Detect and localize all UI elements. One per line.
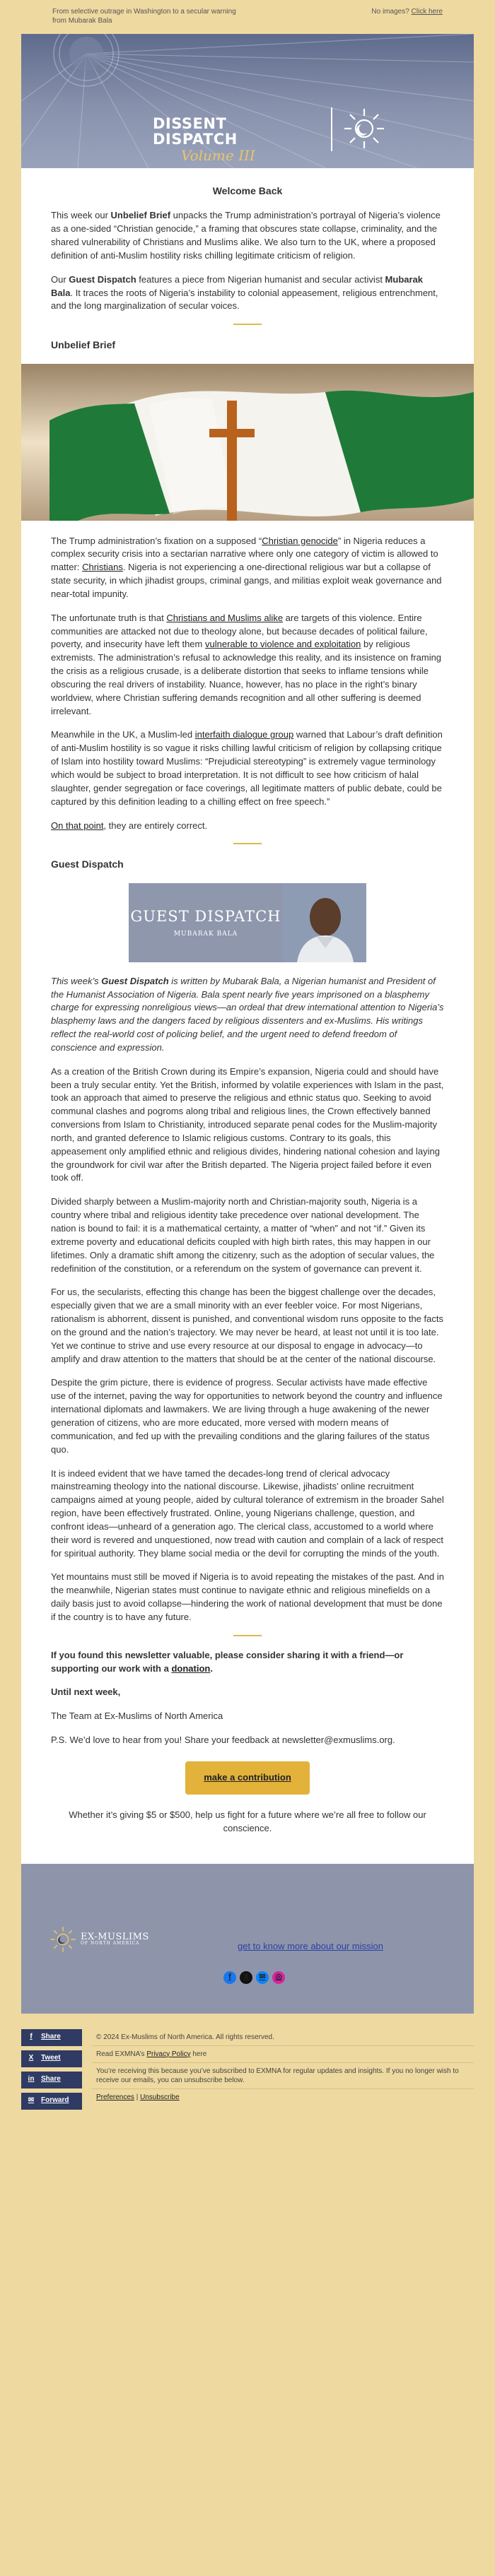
exmna-footer-logo <box>50 1926 149 1953</box>
intro-paragraph-2 <box>51 273 444 314</box>
guest-banner-title: GUEST DISPATCH <box>130 907 281 925</box>
forward-button[interactable] <box>21 2093 82 2110</box>
tweet-button[interactable] <box>21 2050 82 2067</box>
unbelief-paragraph-2 <box>51 612 444 719</box>
preheader-text: From selective outrage in Washington to a secular warning from Mubarak Bala <box>52 8 236 25</box>
social-icons <box>223 1971 285 1984</box>
subscription-notice: You’re receiving this because you’ve subscribed to EXMNA for regular updates and insights. If you no longer wish to receive our emails, you can unsubscribe below. <box>92 2063 474 2089</box>
unbelief-paragraph-4 <box>51 820 444 833</box>
no-images-notice <box>371 7 443 25</box>
guest-paragraph: Despite the grim picture, there is evidence of progress. Secular activists have made effective use of the internet, paving the way for opportunities to network beyond the country and influence international diplomats and lawmakers. We are living through a huge awakening of the newer generation of citizens, who are more educated, more versed with modern means of communication, and fed up with the prevailing conditions and the glaring failures of the status quo. <box>51 1377 443 1455</box>
email-container <box>21 34 474 2014</box>
author-portrait <box>283 883 366 962</box>
unbelief-p2-text: The unfortunate truth is that <box>51 612 167 623</box>
guest-intro-text: This week’s <box>51 975 102 986</box>
privacy-policy-link[interactable]: Privacy Policy <box>146 2050 191 2058</box>
view-in-browser-link[interactable]: Click here <box>411 8 443 16</box>
guest-paragraph: It is indeed evident that we have tamed the decades-long trend of clerical advocacy mainstreaming theology into the national discourse. Likewise, jihadists’ online recruitment campaigns aimed at young people, aided by cultural tolerance of extremism in the broader Sahel region, have been effectively frustrated. Online, young Nigerians challenge, question, and confront ideas—unheard of a generation ago. The clerical class, accustomed to a world where their word is revered and unquestioned, now tread with caution and complain of a lack of respect for spiritual authority. They blame social media or the devil for corrupting the minds of the youth. <box>51 1467 444 1559</box>
share-label: Share <box>41 2033 61 2041</box>
unbelief-p2-text-3: by religious extremists. The administration’s refusal to acknowledge this reality, and its insistence on framing the crisis as a religious crusade, is a deliberate distortion that seeks to inflame tensions while obscuring the real drivers of instability. Nuance, however, has no place in the right’s binary worldview, where Christian suffering demands recognition and all other suffering is deemed irrelevant. <box>51 639 442 716</box>
unsubscribe-link[interactable]: Unsubscribe <box>140 2093 180 2101</box>
cta-wrapper <box>51 1761 444 1795</box>
welcome-heading: Welcome Back <box>212 185 283 196</box>
dissent-dispatch-logo <box>153 116 255 166</box>
facebook-icon: f <box>30 2033 33 2041</box>
preheader <box>0 0 495 34</box>
privacy-text: Read EXMNA’s <box>96 2050 147 2058</box>
vulnerable-link[interactable]: vulnerable to violence and exploitation <box>204 639 361 650</box>
support-ask-end: . <box>210 1662 213 1674</box>
make-contribution-button[interactable]: make a contribution <box>185 1761 310 1795</box>
hero-title-line2: DISPATCH <box>153 131 238 148</box>
unbelief-paragraph-3 <box>51 728 444 808</box>
section-divider <box>233 324 262 325</box>
hero-banner <box>21 34 474 168</box>
intro-p1-text: This week our <box>51 210 111 221</box>
support-ask-text: If you found this newsletter valuable, please consider sharing it with a friend—or supporting our work with a <box>51 1649 404 1674</box>
mission-link[interactable]: get to know more about our mission <box>238 1940 383 1951</box>
christians-link[interactable]: Christians <box>82 562 123 573</box>
intro-p2-author: Mubarak Bala <box>51 273 424 298</box>
preferences-link[interactable]: Preferences <box>96 2093 134 2101</box>
section-divider <box>233 843 262 844</box>
hero-title-line1: DISSENT <box>153 115 227 132</box>
unbelief-brief-heading: Unbelief Brief <box>51 339 116 351</box>
share-label: Share <box>41 2075 61 2084</box>
unbelief-p2-text-2: are targets of this violence. Entire communities are attacked not due to theology alone, but because decades of political failure, poverty, and insecurity have left them <box>51 612 428 650</box>
support-ask <box>51 1649 444 1676</box>
tweet-label: Tweet <box>41 2054 61 2062</box>
intro-paragraph-1 <box>51 209 444 262</box>
unbelief-paragraph-1 <box>51 535 444 601</box>
intro-p2-text-2: features a piece from Nigerian humanist and secular activist <box>136 273 385 285</box>
linkedin-share-button[interactable] <box>21 2072 82 2088</box>
footer-band <box>21 1864 474 2014</box>
guest-paragraph: For us, the secularists, effecting this change has been the biggest challenge over the decades, especially given that we are a small minority with an ever feebler voice. For most Nigerians, rationalism is abhorrent, dissent is punished, and conventional wisdom runs opposite to the facts on the ground and the nation’s trajectory. We may never be heard, at least not until it is too late. Yet we continue to strive and use every resource at our disposal to engage in advocacy—to amplify and draw attention to the matters that should be at the center of the national discourse. <box>51 1287 443 1364</box>
guest-banner-author: MUBARAK BALA <box>173 930 238 938</box>
donation-link[interactable]: donation <box>171 1662 211 1674</box>
instagram-icon[interactable]: ◎ <box>272 1971 285 1984</box>
author-photo <box>283 883 366 962</box>
no-images-label: No images? <box>371 8 409 16</box>
guest-paragraph: As a creation of the British Crown during its Empire’s expansion, Nigeria could and should have been a truly secular entity. Yet the British, informed by volatile experiences with Islam in the past, took an approach that aimed to preserve the religious and ethnic status quo. Seeking to avoid communal clashes and pogroms along tribal and religious lines, the Crown effectively banned conversions from Islam to Christianity, introduced separate penal codes for the Muslim-majority north, and granted deference to Islamic religious customs. Contrary to its goals, this appeasement only amplified ethnic and religious divides, hindering national cohesion and laying the groundwork for civil war after the British departed. The Nigeria project failed before it even took off. <box>51 1065 444 1183</box>
intro-p1-text-2: unpacks the Trump administration’s portrayal of Nigeria’s violence as a one-sided “Christian genocide,” a framing that obscures state collapse, criminality, and the shared vulnerability of Christians and Muslims alike. We also turn to the UK, where a proposed definition of anti-Muslim hostility risks chilling legitimate criticism of religion. <box>51 210 441 261</box>
hero-divider <box>331 107 332 151</box>
footer-logo-text <box>81 1932 149 1946</box>
interfaith-group-link[interactable]: interfaith dialogue group <box>194 729 294 740</box>
guest-intro-bold: Guest Dispatch <box>101 975 169 986</box>
newsletter-body <box>21 168 474 2014</box>
unbelief-p1-text-3: . Nigeria is not experiencing a one-directional religious war but a collapse of state security, in which jihadist groups, criminal gangs, and militias exploit weak governance and near-total impunity. <box>51 562 442 599</box>
guest-paragraph: Divided sharply between a Muslim-majority north and Christian-majority south, Nigeria is a country where tribal and religious identity take precedence over national development. The nation is bound to fail: it is a mathematical certainty, a matter of “when” and not “if.” Given its extreme poverty and educational deficits coupled with high birth rates, this may happen in our lifetimes. Only a dramatic shift among the citizenry, such as the adoption of secular values, the redefinition of the constitution, or a referendum on the system of governance can prevent it. <box>51 1196 435 1274</box>
until-next-week <box>51 1686 444 1699</box>
guest-paragraph: Yet mountains must still be moved if Nigeria is to avoid repeating the mistakes of the past. And in the meanwhile, Nigerian states must continue to navigate ethnic and religious minefields on a daily basis just to avoid collapse—hindering the work of national development that must be done if the country is to have any future. <box>51 1571 444 1622</box>
footer-logo-line2: OF NORTH AMERICA <box>81 1941 140 1946</box>
copyright: © 2024 Ex-Muslims of North America. All rights reserved. <box>92 2029 474 2046</box>
unbelief-p3-text-2: warned that Labour’s draft definition of anti-Muslim hostility is so vague it risks chilling lawful criticism of religion by collapsing critique of Islam into hostility toward Muslims: “Prejudicial stereotyping” is extremely vague terminology which would be subject to broad interpretation. It is not difficult to see how criticism of halal slaughter, gender segregation or face coverings, all legitimate matters of public debate, could be captured by this definition leading to a chilling effect on free speech.” <box>51 729 443 807</box>
guest-dispatch-heading: Guest Dispatch <box>51 858 124 870</box>
footer-logo-line1: EX-MUSLIMS <box>81 1931 149 1942</box>
unbelief-p3-text: Meanwhile in the UK, a Muslim-led <box>51 729 195 740</box>
guest-intro <box>51 975 444 1055</box>
x-twitter-icon[interactable]: X <box>240 1971 252 1984</box>
privacy-text-end: here <box>190 2050 207 2058</box>
exmna-sun-icon <box>50 1926 76 1953</box>
flag-illustration <box>21 364 474 521</box>
team-signature: The Team at Ex-Muslims of North America <box>51 1711 223 1722</box>
intro-p2-text: Our <box>51 273 69 285</box>
intro-p2-bold: Guest Dispatch <box>69 273 136 285</box>
privacy-row <box>92 2046 474 2063</box>
linkedin-icon: in <box>28 2075 35 2084</box>
x-twitter-icon: X <box>28 2054 34 2062</box>
share-buttons <box>21 2029 92 2110</box>
unbelief-p1-text-2: ” in Nigeria reduces a complex security crisis into a sectarian narrative where only one category of victim is allowed to matter: <box>51 535 438 573</box>
envelope-icon: ✉ <box>28 2096 35 2105</box>
guest-intro-text-2: is written by Mubarak Bala, a Nigerian humanist and President of the Humanist Association of Nigeria. Bala spent nearly five years imprisoned on a blasphemy charge for expressing nonreligious views—an ordeal that drew international attention to Nigeria’s blasphemy laws and the dangers faced by religious dissenters and ex-Muslims. His writings reflect the real-world cost of policing belief, and the urgent need to defend freedom of conscience and expression. <box>51 975 444 1053</box>
signoff <box>51 1649 444 1747</box>
unbelief-p1-text: The Trump administration’s fixation on a supposed “ <box>51 535 262 546</box>
exmna-sun-icon <box>343 107 385 150</box>
preferences-row <box>92 2089 474 2105</box>
intro-p1-bold: Unbelief Brief <box>110 210 171 221</box>
unbelief-p4-text: , they are entirely correct. <box>103 820 208 831</box>
guest-banner-text <box>129 883 283 962</box>
messenger-icon[interactable]: ✉ <box>256 1971 269 1984</box>
nigeria-flag-cross-image <box>21 364 474 521</box>
facebook-share-button[interactable] <box>21 2029 82 2046</box>
guest-dispatch-banner <box>129 883 366 962</box>
legal-text <box>92 2029 474 2110</box>
until-next-week-text: Until next week, <box>51 1686 121 1698</box>
cta-caption: Whether it’s giving $5 or $500, help us fight for a future where we’re all free to follow our conscience. <box>69 1809 426 1833</box>
christians-and-muslims-link[interactable]: Christians and Muslims alike <box>166 612 284 623</box>
email-footer <box>21 2014 474 2127</box>
christian-genocide-link[interactable]: Christian genocide <box>262 535 338 546</box>
section-divider <box>233 1635 262 1636</box>
postscript: P.S. We’d love to hear from you! Share your feedback at newsletter@exmuslims.org. <box>51 1735 395 1746</box>
intro-p2-text-3: . It traces the roots of Nigeria’s instability to colonial appeasement, religious entrenchment, and the long marginalization of secular voices. <box>51 287 438 312</box>
on-that-point-link[interactable]: On that point <box>51 820 104 831</box>
hero-volume: Volume III <box>181 147 255 165</box>
forward-label: Forward <box>41 2096 69 2105</box>
facebook-icon[interactable]: f <box>223 1971 236 1984</box>
link-separator: | <box>134 2093 141 2101</box>
